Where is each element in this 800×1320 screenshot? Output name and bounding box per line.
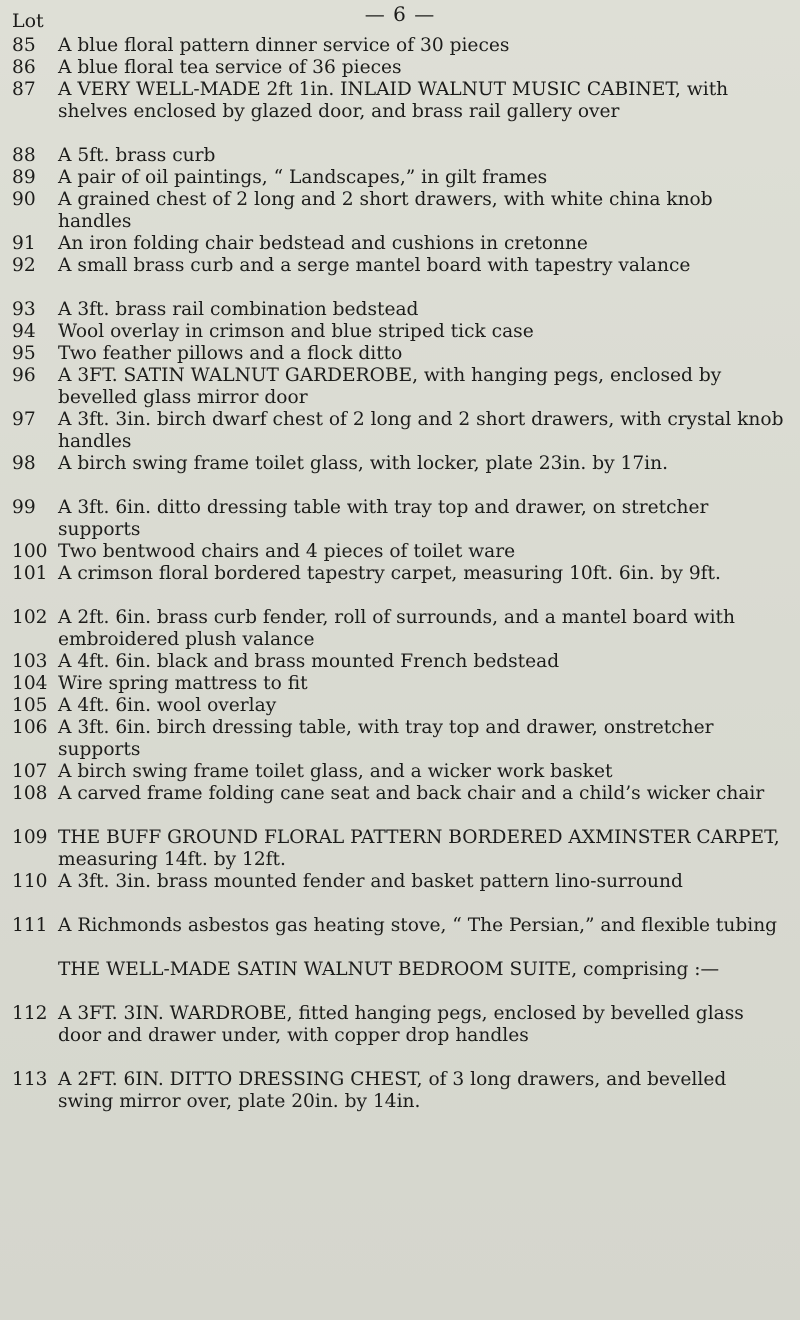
- lot-entry: [12, 145, 784, 167]
- lot-entry: [12, 717, 784, 760]
- lot-number: 91: [12, 233, 36, 254]
- lot-description: Two bentwood chairs and 4 pieces of toilet ware: [58, 541, 516, 562]
- lot-number: 104: [12, 673, 48, 694]
- lot-description: A 3ft. 3in. birch dwarf chest of 2 long and 2 short drawers, with crystal knob handles: [58, 409, 784, 452]
- lot-entry: [12, 189, 784, 232]
- lot-number: 87: [12, 79, 36, 100]
- lot-description: A 3ft. 3in. brass mounted fender and basket pattern lino-surround: [58, 871, 683, 892]
- lot-number: 99: [12, 497, 36, 518]
- lot-number: 113: [12, 1069, 48, 1090]
- lot-description: A 2ft. 6in. brass curb fender, roll of surrounds, and a mantel board with embroidered plush valance: [58, 607, 735, 650]
- lot-entry: [12, 57, 784, 79]
- lot-number: 95: [12, 343, 36, 364]
- lot-description: A crimson floral bordered tapestry carpet, measuring 10ft. 6in. by 9ft.: [58, 563, 721, 584]
- lot-entry: [12, 695, 784, 717]
- lot-description: Two feather pillows and a flock ditto: [58, 343, 403, 364]
- lot-entry: [12, 1069, 784, 1112]
- lot-entry: [12, 453, 784, 475]
- lot-entry: [12, 783, 784, 805]
- lot-number: 105: [12, 695, 48, 716]
- lot-description: A VERY WELL-MADE 2ft 1in. INLAID WALNUT MUSIC CABINET, with shelves enclosed by glazed door, and brass rail gallery over: [58, 79, 729, 122]
- lot-entry: [12, 673, 784, 695]
- lot-description: A grained chest of 2 long and 2 short drawers, with white china knob handles: [58, 189, 713, 232]
- lot-description: A birch swing frame toilet glass, with locker, plate 23in. by 17in.: [58, 453, 668, 474]
- lot-description: A carved frame folding cane seat and back chair and a child’s wicker chair: [58, 783, 765, 804]
- lot-number: 94: [12, 321, 36, 342]
- lot-entry: [12, 1003, 784, 1046]
- lot-description: A pair of oil paintings, “ Landscapes,” in gilt frames: [58, 167, 548, 188]
- lot-description: A blue floral pattern dinner service of 30 pieces: [58, 35, 510, 56]
- lot-entry: [12, 651, 784, 673]
- lot-number: 111: [12, 915, 48, 936]
- lot-number: 97: [12, 409, 36, 430]
- lot-entry: [12, 299, 784, 321]
- lot-number: 102: [12, 607, 48, 628]
- lot-entry: [12, 365, 784, 408]
- lot-entry: [12, 915, 784, 937]
- lot-description: A 5ft. brass curb: [58, 145, 216, 166]
- lot-entry: [12, 343, 784, 365]
- lot-description: Wool overlay in crimson and blue striped tick case: [58, 321, 534, 342]
- lot-number: 109: [12, 827, 48, 848]
- lot-number: 85: [12, 35, 36, 56]
- lot-number: 112: [12, 1003, 48, 1024]
- lot-description: An iron folding chair bedstead and cushions in cretonne: [58, 233, 588, 254]
- lot-number: 96: [12, 365, 36, 386]
- lot-number: 92: [12, 255, 36, 276]
- lot-entry: [12, 167, 784, 189]
- lot-number: 110: [12, 871, 48, 892]
- lot-number: 107: [12, 761, 48, 782]
- lot-entry: [12, 409, 784, 452]
- lot-description: A 4ft. 6in. black and brass mounted French bedstead: [58, 651, 560, 672]
- section-heading: [12, 959, 784, 981]
- lot-description: A small brass curb and a serge mantel board with tapestry valance: [58, 255, 691, 276]
- lot-description: A 3FT. 3IN. WARDROBE, fitted hanging pegs, enclosed by bevelled glass door and drawer under, with copper drop handles: [58, 1003, 744, 1046]
- lot-entry: [12, 827, 784, 870]
- lot-number: 101: [12, 563, 48, 584]
- lot-entry: [12, 497, 784, 540]
- lot-entry: [12, 761, 784, 783]
- lot-entry: [12, 321, 784, 343]
- lot-description: THE BUFF GROUND FLORAL PATTERN BORDERED AXMINSTER CARPET, measuring 14ft. by 12ft.: [58, 827, 780, 870]
- lot-number: 89: [12, 167, 36, 188]
- lot-number: 108: [12, 783, 48, 804]
- lot-number: 103: [12, 651, 48, 672]
- lot-number: 93: [12, 299, 36, 320]
- lot-number: 100: [12, 541, 48, 562]
- lot-entry: [12, 35, 784, 57]
- lot-number: 98: [12, 453, 36, 474]
- lot-column-header: Lot: [12, 10, 44, 32]
- lot-description: A 3ft. 6in. birch dressing table, with tray top and drawer, onstretcher supports: [58, 717, 714, 760]
- lot-description: THE WELL-MADE SATIN WALNUT BEDROOM SUITE, comprising :—: [58, 959, 720, 980]
- lot-description: A 3ft. brass rail combination bedstead: [58, 299, 419, 320]
- lot-number: 90: [12, 189, 36, 210]
- lot-number: 86: [12, 57, 36, 78]
- lot-description: A 3ft. 6in. ditto dressing table with tray top and drawer, on stretcher supports: [58, 497, 709, 540]
- lot-entry: [12, 871, 784, 893]
- lot-number: 106: [12, 717, 48, 738]
- lot-entry: [12, 79, 784, 122]
- lot-entry: [12, 541, 784, 563]
- lot-description: A 2FT. 6IN. DITTO DRESSING CHEST, of 3 long drawers, and bevelled swing mirror over, plate 20in. by 14in.: [58, 1069, 727, 1112]
- lot-description: A birch swing frame toilet glass, and a wicker work basket: [58, 761, 613, 782]
- lot-description: Wire spring mattress to fit: [58, 673, 308, 694]
- lot-entry: [12, 255, 784, 277]
- lot-entry: [12, 607, 784, 650]
- page-number: — 6 —: [364, 2, 436, 26]
- lot-entry: [12, 233, 784, 255]
- lot-entry: [12, 563, 784, 585]
- lot-description: A 3FT. SATIN WALNUT GARDEROBE, with hanging pegs, enclosed by bevelled glass mirror door: [58, 365, 722, 408]
- lot-number: 88: [12, 145, 36, 166]
- lot-description: A Richmonds asbestos gas heating stove, “ The Persian,” and flexible tubing: [58, 915, 778, 936]
- lot-description: A blue floral tea service of 36 pieces: [58, 57, 402, 78]
- lot-description: A 4ft. 6in. wool overlay: [58, 695, 277, 716]
